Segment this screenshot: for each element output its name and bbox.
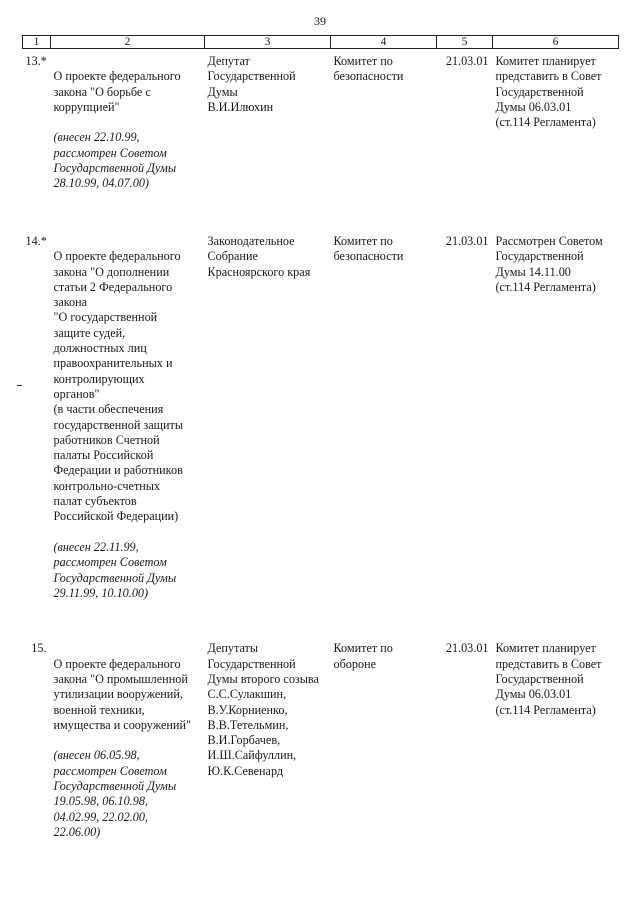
bill-register-table: [22, 35, 619, 856]
table-row: [23, 636, 619, 855]
table-row: [23, 229, 619, 636]
bill-history-note: (внесен 06.05.98, рассмотрен Советом Государственной Думы 19.05.98, 06.10.98, 04.02.99, 22.02.00, 22.06.00): [53, 748, 177, 839]
bill-author: Законодательное Собрание Красноярского края: [207, 233, 311, 279]
column-number-row: [23, 36, 619, 49]
bill-title: О проекте федерального закона "О промышленной утилизации вооружений, военной техники, имущества и сооружений": [53, 656, 191, 732]
column-number: 3: [205, 36, 331, 49]
bill-author: Депутаты Государственной Думы второго созыва С.С.Сулакшин, В.У.Корниенко, В.В.Тетельмин, В.И.Горбачев, И.Ш.Сайфуллин, Ю.К.Севенард: [207, 641, 319, 778]
column-number: 5: [437, 36, 493, 49]
bill-status: Рассмотрен Советом Государственной Думы 14.11.00 (ст.114 Регламента): [495, 233, 603, 294]
bill-description: [51, 49, 205, 229]
row-number: 15.: [31, 641, 47, 656]
review-date: 21.03.01: [445, 54, 489, 68]
row-number: 13.*: [25, 54, 47, 68]
bill-title: О проекте федерального закона "О дополнении статьи 2 Федерального закона "О государственной защите судей, должностных лиц правоохранительных и контролирующих органов" (в части обеспечения государственной защиты работников Счетной палаты Российской Федерации и работников контрольно-счетных палат субъектов Российской Федерации): [53, 249, 184, 524]
column-number: 2: [51, 36, 205, 49]
bill-description: [51, 229, 205, 636]
bill-description: [51, 636, 205, 855]
margin-mark: [17, 385, 22, 386]
column-number: 4: [331, 36, 437, 49]
column-number: 1: [23, 36, 51, 49]
bill-author: Депутат Государственной Думы В.И.Илюхин: [207, 54, 296, 114]
table-header: [23, 36, 619, 49]
page-number: 39: [314, 14, 326, 28]
column-number: 6: [493, 36, 619, 49]
bill-history-note: (внесен 22.11.99, рассмотрен Советом Государственной Думы 29.11.99, 10.10.00): [53, 539, 177, 600]
bill-status: Комитет планирует представить в Совет Государственной Думы 06.03.01 (ст.114 Регламента): [495, 641, 602, 717]
table-row: [23, 49, 619, 229]
responsible-committee: Комитет по безопасности: [333, 54, 404, 84]
review-date: 21.03.01: [445, 641, 489, 656]
bill-title: О проекте федерального закона "О борьбе с коррупцией": [53, 69, 181, 114]
row-number: 14.*: [25, 233, 47, 248]
responsible-committee: Комитет по обороне: [333, 641, 393, 671]
responsible-committee: Комитет по безопасности: [333, 233, 404, 264]
bill-status: Комитет планирует представить в Совет Государственной Думы 06.03.01 (ст.114 Регламента): [495, 54, 602, 130]
review-date: 21.03.01: [445, 233, 489, 248]
bill-history-note: (внесен 22.10.99, рассмотрен Советом Государственной Думы 28.10.99, 04.07.00): [53, 130, 177, 191]
